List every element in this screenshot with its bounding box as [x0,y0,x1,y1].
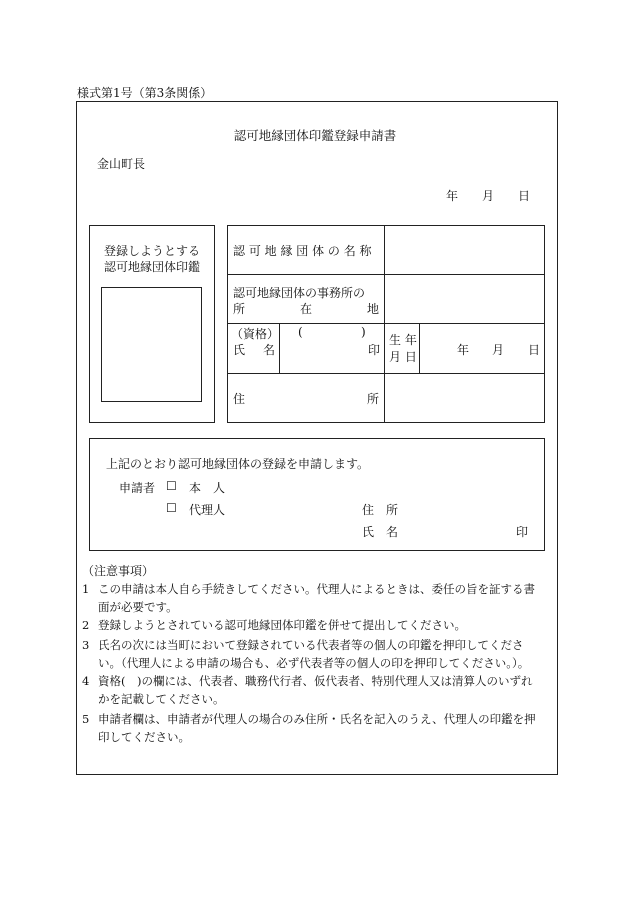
note-text-cont: 面が必要です。 [98,600,178,614]
seal-box-label-1: 登録しようとする [103,244,200,258]
option-agent-label: 代理人 [189,503,226,517]
note-item [82,672,552,708]
org-name-field[interactable] [388,230,540,270]
note-item [82,616,552,634]
applicant-label: 申請者 [119,481,156,495]
address-label-a: 住 [233,392,246,406]
note-text: 申請者欄は、申請者が代理人の場合のみ住所・氏名を記入のうえ、代理人の印鑑を押 [98,712,536,726]
note-text: この申請は本人自ら手続きしてください。代理人によるときは、委任の旨を証する書 [98,582,535,596]
table-row-divider [227,323,545,324]
office-label-2c: 地 [367,302,380,316]
agent-address-label: 住 所 [362,503,399,517]
qualification-paren-open[interactable]: ( [298,325,303,339]
note-number: 2 [82,618,90,632]
table-row-divider [227,373,545,374]
agent-seal-mark: 印 [516,525,529,539]
checkbox-self[interactable]: ☐ [166,479,177,493]
table-col-divider [384,225,385,323]
agent-name-label: 氏 名 [362,525,399,539]
table-row-divider [227,274,545,275]
date-day[interactable]: 日 [518,189,531,203]
table-col-divider [384,323,385,373]
note-number: 3 [82,638,90,652]
office-label-2b: 在 [300,302,313,316]
table-col-divider [384,373,385,423]
date-year[interactable]: 年 [446,189,459,203]
note-item [82,636,552,672]
office-label-2a: 所 [233,302,246,316]
date-month[interactable]: 月 [482,189,495,203]
qualification-paren-close[interactable]: ) [361,325,366,339]
note-item [82,580,552,616]
note-text-cont: い。（代理人による申請の場合も、必ず代表者等の個人の印を押印してください。）。 [98,656,530,670]
birth-year[interactable]: 年 [457,343,470,357]
note-text: 資格( )の欄には、代表者、職務代行者、仮代表者、特別代理人又は清算人のいずれ [98,674,533,688]
office-address-field[interactable] [388,279,540,319]
address-label-b: 所 [367,392,380,406]
birth-month[interactable]: 月 [492,343,505,357]
note-number: 5 [82,712,90,726]
note-number: 1 [82,582,90,596]
birth-label-1: 生 年 [389,333,417,347]
office-label-1: 認可地縁団体の事務所の [233,286,366,300]
birth-label-2: 月 日 [389,350,417,364]
seal-impression-area[interactable] [101,287,202,402]
note-text-cont: かを記載してください。 [98,692,225,706]
address-field[interactable] [388,378,540,418]
note-number: 4 [82,674,90,688]
notes-heading: （注意事項） [82,564,155,578]
name-label-b: 名 [263,343,276,357]
form-title: 認可地縁団体印鑑登録申請書 [233,128,397,143]
name-seal-mark: 印 [368,343,381,357]
note-text: 登録しようとされている認可地縁団体印鑑を併せて提出してください。 [98,618,466,632]
org-name-label: 認 可 地 縁 団 体 の 名 称 [233,244,372,258]
table-col-divider [419,323,420,373]
note-text-cont: 印してください。 [98,730,190,744]
form-id: 様式第1号（第3条関係） [77,86,213,100]
birth-day[interactable]: 日 [528,343,541,357]
seal-box-label-2: 認可地縁団体印鑑 [103,260,200,274]
checkbox-agent[interactable]: ☐ [166,501,177,515]
option-self-label: 本 人 [189,481,226,495]
name-label-a: 氏 [233,343,246,357]
qualification-label: （資格） [231,327,280,341]
application-statement: 上記のとおり認可地縁団体の登録を申請します。 [106,457,370,471]
table-col-divider [279,323,280,373]
note-item [82,710,552,746]
addressee: 金山町長 [97,157,146,171]
note-text: 氏名の次には当町において登録されている代表者等の個人の印鑑を押印してくださ [98,638,524,652]
